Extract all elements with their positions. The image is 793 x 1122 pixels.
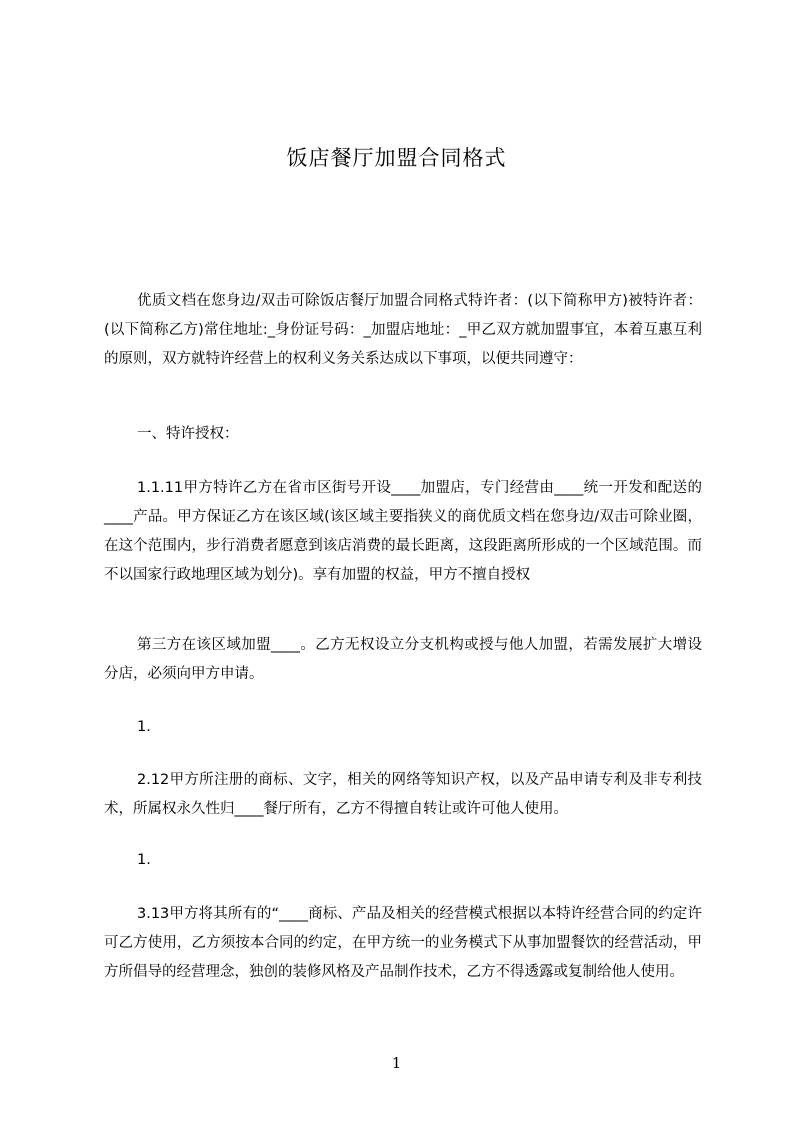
paragraph-clause-1-1: 1.1.11甲方特许乙方在省市区街号开设____加盟店，专门经营由____统一开发和配送的____产品。甲方保证乙方在该区域(该区域主要指狭义的商优质文档在您身边/双击可除业圈，在这个范围内，步行消费者愿意到该店消费的最长距离，这段距离所形成的一个区域范围。而不以国家行政地理区域为划分)。享有加盟的权益，甲方不擅自授权: [104, 480, 702, 583]
list-marker: 1.: [137, 719, 151, 735]
section-heading-authorization: 一、特许授权：: [137, 426, 239, 442]
paragraph-clause-3-13: 3.13甲方将其所有的“____商标、产品及相关的经营模式根据以本特许经营合同的约定许可乙方使用，乙方须按本合同的约定，在甲方统一的业务模式下从事加盟餐饮的经营活动，甲方所倡导的经营理念，独创的装修风格及产品制作技术，乙方不得透露或复制给他人使用。: [104, 906, 702, 980]
page-number: 1: [391, 1054, 402, 1072]
document-title: 饭店餐厅加盟合同格式: [286, 146, 507, 170]
list-marker: 1.: [137, 852, 151, 868]
paragraph-preamble: 优质文档在您身边/双击可除饭店餐厅加盟合同格式特许者：(以下简称甲方)被特许者：(以下简称乙方)常住地址:_身份证号码：_加盟店地址：_甲乙双方就加盟事宜，本着互惠互利的原则，双方就特许经营上的权利义务关系达成以下事项，以便共同遵守：: [104, 293, 702, 367]
paragraph-clause-2-12: 2.12甲方所注册的商标、文字，相关的网络等知识产权，以及产品申请专利及非专利技术，所属权永久性归____餐厅所有，乙方不得擅自转让或许可他人使用。: [104, 772, 702, 817]
paragraph-clause-1-1-continued: 第三方在该区域加盟____。乙方无权设立分支机构或授与他人加盟，若需发展扩大增设分店，必须向甲方申请。: [104, 637, 702, 682]
